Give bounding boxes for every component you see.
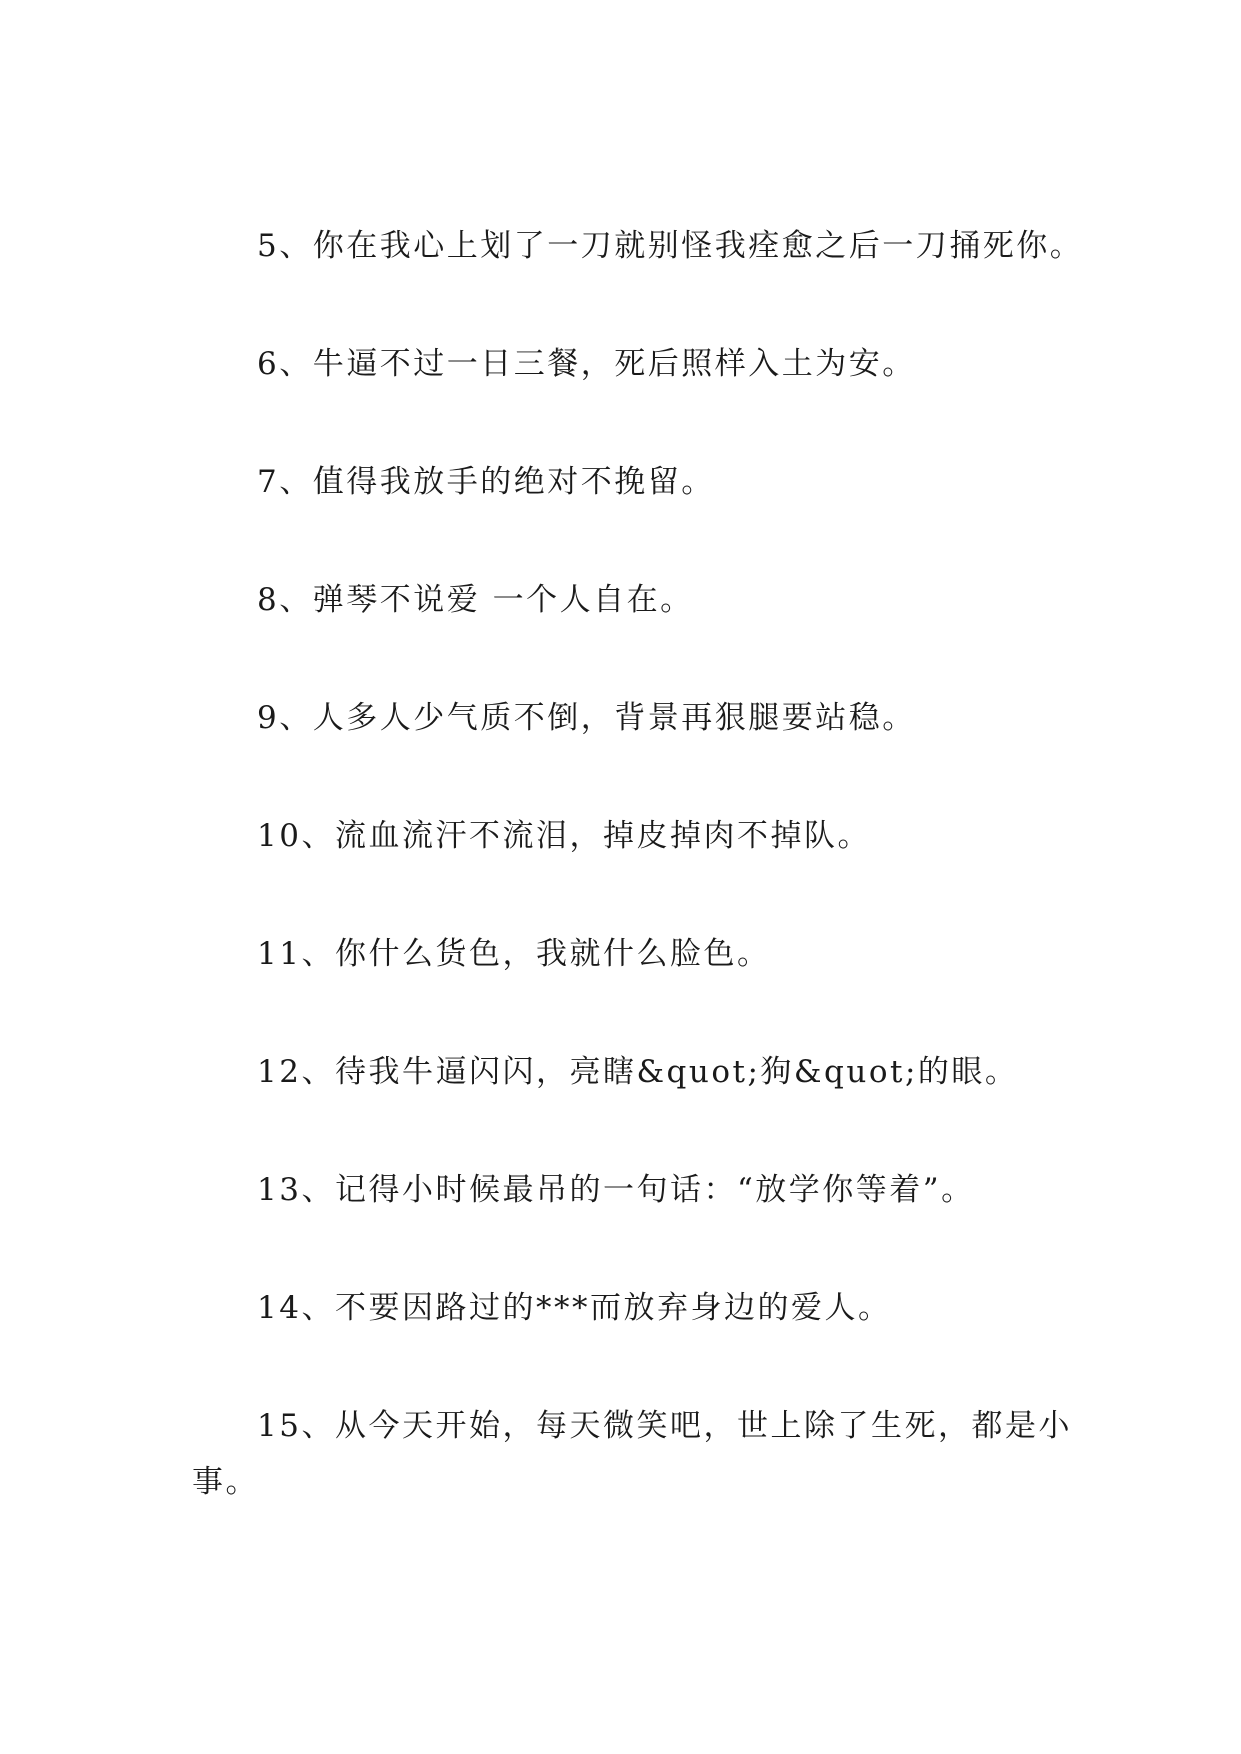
document-body	[192, 218, 1085, 1510]
paragraph: 5、你在我心上划了一刀就别怪我痊愈之后一刀捅死你。	[257, 228, 1084, 264]
paragraph: 13、记得小时候最吊的一句话：“放学你等着”。	[257, 1172, 975, 1208]
paragraph: 10、流血流汗不流泪，掉皮掉肉不掉队。	[257, 818, 871, 854]
paragraph: 14、不要因路过的***而放弃身边的爱人。	[257, 1290, 892, 1326]
paragraph: 7、值得我放手的绝对不挽留。	[257, 464, 715, 500]
paragraph: 15、从今天开始，每天微笑吧，世上除了生死，都是小事。	[192, 1408, 1072, 1500]
paragraph: 12、待我牛逼闪闪，亮瞎&quot;狗&quot;的眼。	[257, 1054, 1019, 1090]
paragraph: 8、弹琴不说爱 一个人自在。	[257, 582, 694, 618]
paragraph: 9、人多人少气质不倒，背景再狠腿要站稳。	[257, 700, 916, 736]
paragraph: 11、你什么货色，我就什么脸色。	[257, 936, 771, 972]
paragraph: 6、牛逼不过一日三餐，死后照样入土为安。	[257, 346, 916, 382]
